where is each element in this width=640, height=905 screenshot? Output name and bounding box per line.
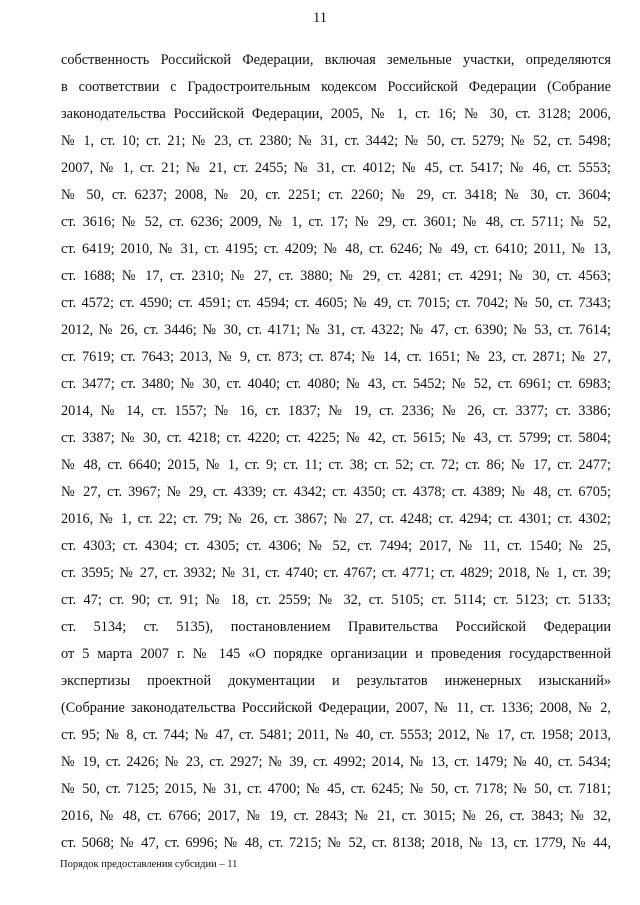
footer-text: Порядок предоставления субсидии – 11 [60,859,238,870]
text-line: ст. 4303; ст. 4304; ст. 4305; ст. 4306; № 52, ст. 7494; 2017, № 11, ст. 1540; № 25, [61,538,611,554]
text-line: № 19, ст. 2426; № 23, ст. 2927; № 39, ст. 4992; 2014, № 13, ст. 1479; № 40, ст. 5434; [61,754,611,770]
text-line: собственность Российской Федерации, включая земельные участки, определяются [61,52,611,68]
text-line: (Собрание законодательства Российской Федерации, 2007, № 11, ст. 1336; 2008, № 2, [61,700,611,716]
text-line: ст. 1688; № 17, ст. 2310; № 27, ст. 3880; № 29, ст. 4281; ст. 4291; № 30, ст. 4563; [61,268,611,284]
text-line: от 5 марта 2007 г. № 145 «О порядке организации и проведения государственной [61,646,611,662]
text-line: ст. 4572; ст. 4590; ст. 4591; ст. 4594; ст. 4605; № 49, ст. 7015; ст. 7042; № 50, ст. 7343; [61,295,611,311]
text-line: ст. 5068; № 47, ст. 6996; № 48, ст. 7215; № 52, ст. 8138; 2018, № 13, ст. 1779, № 44, [61,835,611,851]
text-line: ст. 6419; 2010, № 31, ст. 4195; ст. 4209; № 48, ст. 6246; № 49, ст. 6410; 2011, № 13, [61,241,611,257]
text-line: 2016, № 48, ст. 6766; 2017, № 19, ст. 2843; № 21, ст. 3015; № 26, ст. 3843; № 32, [61,808,611,824]
text-line: 2014, № 14, ст. 1557; № 16, ст. 1837; № 19, ст. 2336; № 26, ст. 3377; ст. 3386; [61,403,611,419]
text-line: ст. 5134; ст. 5135), постановлением Правительства Российской Федерации [61,619,611,635]
body-text [61,47,611,857]
text-line: в соответствии с Градостроительным кодексом Российской Федерации (Собрание [61,79,611,95]
text-line: № 50, ст. 6237; 2008, № 20, ст. 2251; ст. 2260; № 29, ст. 3418; № 30, ст. 3604; [61,187,611,203]
text-line: законодательства Российской Федерации, 2005, № 1, ст. 16; № 30, ст. 3128; 2006, [61,106,611,122]
text-line: 2012, № 26, ст. 3446; № 30, ст. 4171; № 31, ст. 4322; № 47, ст. 6390; № 53, ст. 7614; [61,322,611,338]
text-line: ст. 3387; № 30, ст. 4218; ст. 4220; ст. 4225; № 42, ст. 5615; № 43, ст. 5799; ст. 5804; [61,430,611,446]
text-line: № 50, ст. 7125; 2015, № 31, ст. 4700; № 45, ст. 6245; № 50, ст. 7178; № 50, ст. 7181; [61,781,611,797]
text-line: 2007, № 1, ст. 21; № 21, ст. 2455; № 31, ст. 4012; № 45, ст. 5417; № 46, ст. 5553; [61,160,611,176]
text-line: ст. 3477; ст. 3480; № 30, ст. 4040; ст. 4080; № 43, ст. 5452; № 52, ст. 6961; ст. 6983; [61,376,611,392]
text-line: 2016, № 1, ст. 22; ст. 79; № 26, ст. 3867; № 27, ст. 4248; ст. 4294; ст. 4301; ст. 4302; [61,511,611,527]
text-line: ст. 95; № 8, ст. 744; № 47, ст. 5481; 2011, № 40, ст. 5553; 2012, № 17, ст. 1958; 2013, [61,727,611,743]
text-line: № 27, ст. 3967; № 29, ст. 4339; ст. 4342; ст. 4350; ст. 4378; ст. 4389; № 48, ст. 6705; [61,484,611,500]
text-line: ст. 3616; № 52, ст. 6236; 2009, № 1, ст. 17; № 29, ст. 3601; № 48, ст. 5711; № 52, [61,214,611,230]
text-line: ст. 7619; ст. 7643; 2013, № 9, ст. 873; ст. 874; № 14, ст. 1651; № 23, ст. 2871; № 27, [61,349,611,365]
text-line: экспертизы проектной документации и результатов инженерных изысканий» [61,673,611,689]
page-number: 11 [313,10,327,26]
text-line: № 48, ст. 6640; 2015, № 1, ст. 9; ст. 11; ст. 38; ст. 52; ст. 72; ст. 86; № 17, ст. 2477; [61,457,611,473]
text-line: № 1, ст. 10; ст. 21; № 23, ст. 2380; № 31, ст. 3442; № 50, ст. 5279; № 52, ст. 5498; [61,133,611,149]
text-line: ст. 47; ст. 90; ст. 91; № 18, ст. 2559; № 32, ст. 5105; ст. 5114; ст. 5123; ст. 5133; [61,592,611,608]
text-line: ст. 3595; № 27, ст. 3932; № 31, ст. 4740; ст. 4767; ст. 4771; ст. 4829; 2018, № 1, ст. 39; [61,565,611,581]
